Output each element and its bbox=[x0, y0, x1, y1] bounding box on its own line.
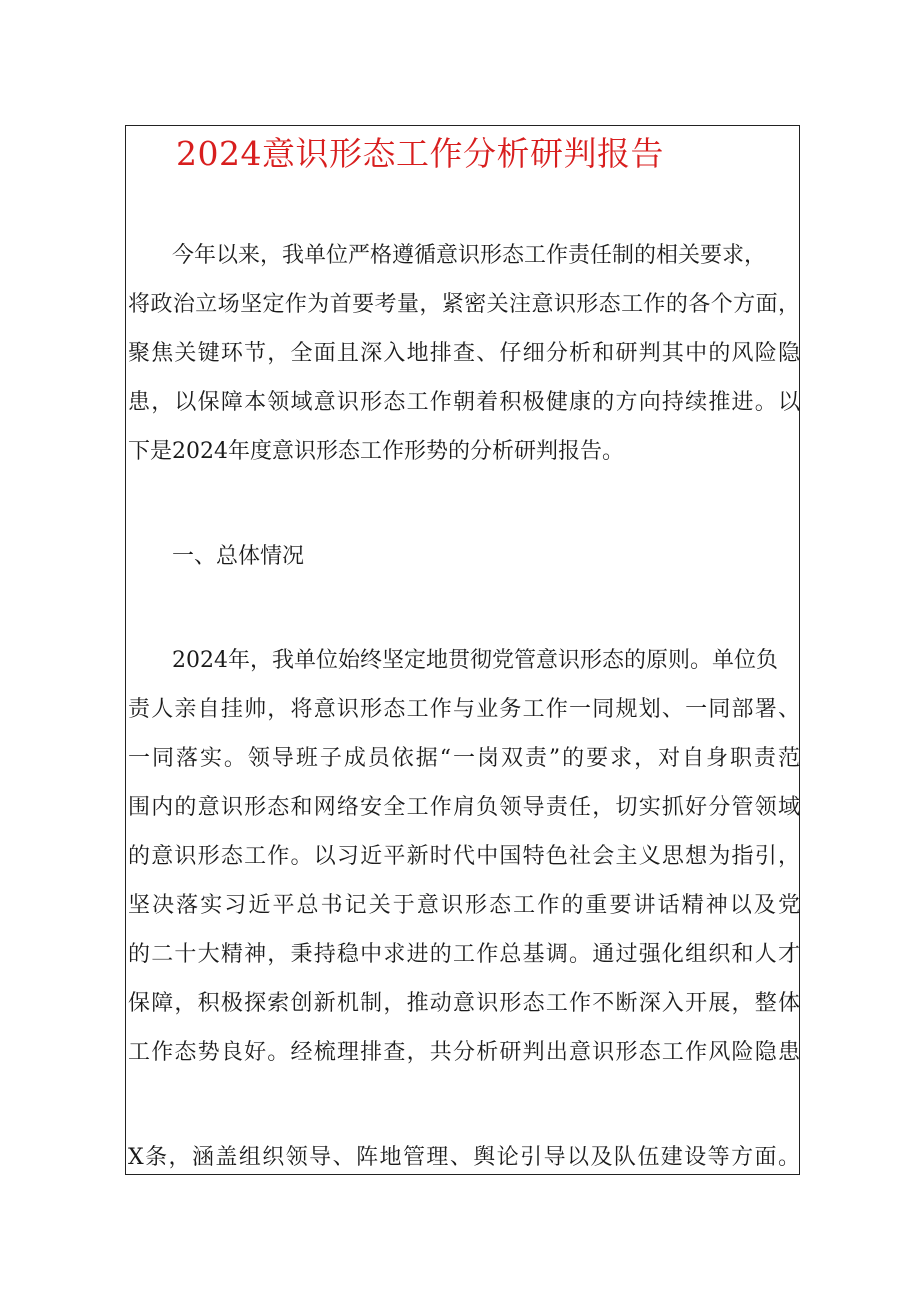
document-frame bbox=[125, 125, 800, 1175]
body-line-9: 工作态势良好。经梳理排查，共分析研判出意识形态工作风险隐患 bbox=[128, 1040, 800, 1065]
intro-line-2: 将政治立场坚定作为首要考量，紧密关注意识形态工作的各个方面， bbox=[128, 292, 800, 317]
body-line-3: 一同落实。领导班子成员依据“一岗双责”的要求，对自身职责范 bbox=[128, 746, 800, 771]
section-heading-overview: 一、总体情况 bbox=[172, 544, 305, 569]
body-line-7: 的二十大精神，秉持稳中求进的工作总基调。通过强化组织和人才 bbox=[128, 942, 800, 967]
body-line-2: 责人亲自挂帅，将意识形态工作与业务工作一同规划、一同部署、 bbox=[128, 697, 800, 722]
body-line-6: 坚决落实习近平总书记关于意识形态工作的重要讲话精神以及党 bbox=[128, 893, 800, 918]
intro-line-3: 聚焦关键环节，全面且深入地排查、仔细分析和研判其中的风险隐 bbox=[128, 341, 800, 366]
document-title: 2024意识形态工作分析研判报告 bbox=[176, 134, 664, 173]
body-line-4: 围内的意识形态和网络安全工作肩负领导责任，切实抓好分管领域 bbox=[128, 795, 800, 820]
body-line-10: X条，涵盖组织领导、阵地管理、舆论引导以及队伍建设等方面。 bbox=[128, 1145, 800, 1170]
body-line-8: 保障，积极探索创新机制，推动意识形态工作不断深入开展，整体 bbox=[128, 991, 800, 1016]
body-line-1: 2024年，我单位始终坚定地贯彻党管意识形态的原则。单位负 bbox=[172, 648, 778, 673]
body-line-5: 的意识形态工作。以习近平新时代中国特色社会主义思想为指引， bbox=[128, 844, 800, 869]
intro-line-5: 下是2024年度意识形态工作形势的分析研判报告。 bbox=[128, 439, 624, 464]
intro-line-4: 患，以保障本领域意识形态工作朝着积极健康的方向持续推进。以 bbox=[128, 390, 800, 415]
intro-line-1: 今年以来，我单位严格遵循意识形态工作责任制的相关要求， bbox=[172, 243, 767, 268]
